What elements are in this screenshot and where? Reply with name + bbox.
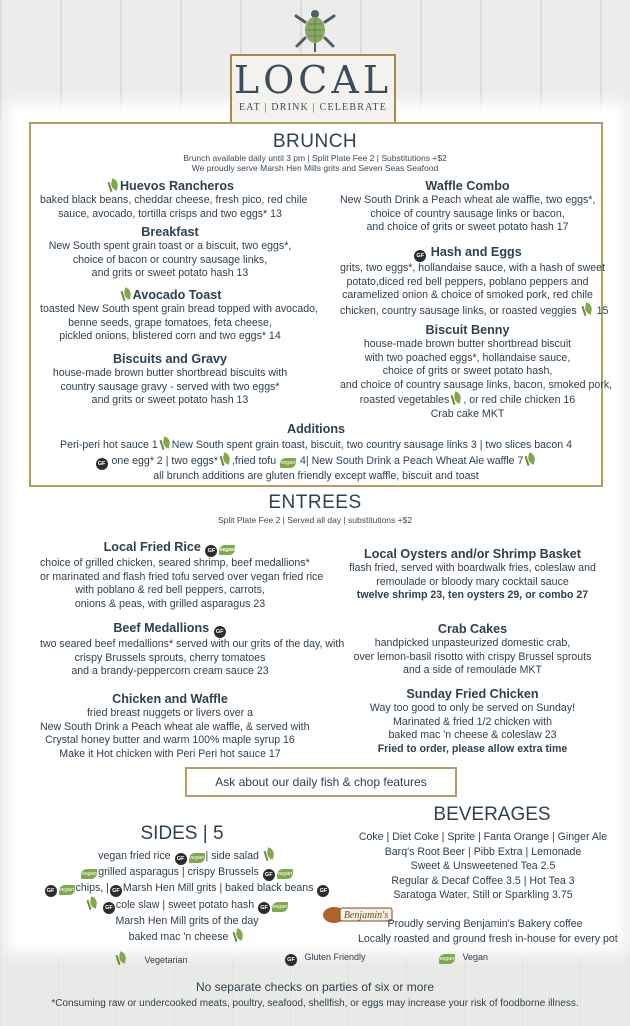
gluten-friendly-icon: GF (285, 954, 297, 966)
beverage-line: Barq's Root Beer | Pibb Extra | Lemonade (384, 845, 582, 858)
item-desc: Marinated & fried 1/2 chicken with (393, 715, 552, 728)
item-desc: and a brandy-peppercorn cream sauce 23 (71, 665, 269, 677)
item-title: Additions (286, 422, 346, 436)
item-desc: New South Drink a Peach wheat ale waffle, & served with (40, 720, 310, 733)
item-title: Huevos Rancheros (119, 179, 235, 193)
item-desc: over lemon-basil risotto with crispy Brussel sprouts (353, 650, 592, 663)
legend-label: Gluten Friendly (304, 952, 366, 962)
item-desc: New South spent grain toast or a biscuit, two eggs*, (48, 240, 292, 252)
gluten-friendly-icon: GF (414, 250, 426, 262)
brunch-title: BRUNCH (272, 131, 358, 152)
item-desc: with two poached eggs*, hollandaise sauce, (364, 351, 571, 364)
gluten-friendly-icon: GF (110, 885, 122, 897)
legend-label: Vegetarian (144, 955, 188, 965)
addition-text: New South spent grain toast, biscuit, two country sausage links 3 | two slices bacon 4 (171, 439, 572, 451)
side-item: Marsh Hen Mill grits of the day (115, 915, 259, 927)
vegetarian-icon (160, 437, 170, 450)
menu-item-huevos (40, 178, 308, 221)
vegan-icon: vegan (59, 887, 75, 893)
brunch-additions (40, 421, 592, 483)
menu-item-oysters-shrimp (345, 546, 600, 603)
logo-area (0, 6, 630, 56)
item-desc: Way too good to only be served on Sunday! (369, 702, 576, 714)
footer-checks-note: No separate checks on parties of six or more (195, 980, 435, 994)
item-title: Crab Cakes (437, 622, 508, 636)
item-desc: and choice of grits or sweet potato hash 17 (366, 221, 569, 233)
vegetarian-icon (87, 897, 97, 910)
side-item: vegan fried rice (98, 850, 171, 862)
item-desc: pickled onions, blistered corn and two eggs* 14 (59, 330, 281, 342)
item-desc: and grits or sweet potato hash 13 (91, 267, 249, 279)
gluten-friendly-icon: GF (45, 885, 57, 897)
item-title: Biscuits and Gravy (112, 352, 228, 366)
gluten-friendly-icon: GF (175, 853, 187, 865)
vegetarian-icon (220, 453, 230, 466)
side-item: cole slaw | sweet potato hash (115, 899, 255, 911)
item-desc: or marinated and flash fried tofu served over vegan fried rice (40, 570, 324, 583)
logo-box (230, 54, 396, 124)
logo-word: LOCAL (233, 58, 393, 102)
item-desc: Make it Hot chicken with Peri Peri hot sauce 17 (59, 747, 281, 760)
vegan-icon: vegan (189, 855, 205, 861)
menu-item-waffle-combo (340, 178, 595, 235)
bakery-note (358, 917, 618, 946)
item-desc: toasted New South spent grain bread topped with avocado, (40, 303, 318, 315)
item-desc: crispy Brussels sprouts, cherry tomatoes (74, 651, 266, 664)
beverages-list (358, 830, 608, 903)
entrees-title: ENTREES (268, 492, 362, 513)
item-title: Avocado Toast (132, 288, 222, 302)
bakery-logo-text: Benjamin's (343, 910, 389, 921)
menu-item-hash-eggs (340, 244, 609, 318)
item-title: Local Fried Rice (103, 540, 201, 554)
item-desc: , or red chile chicken 16 (463, 394, 576, 406)
item-desc: and a side of remoulade MKT (403, 664, 542, 676)
item-desc: remoulade or bloody mary cocktail sauce (376, 575, 569, 588)
beverages-title: BEVERAGES (433, 804, 551, 825)
brunch-note-2: We proudly serve Marsh Hen Mills grits and Seven Seas Seafood (191, 163, 439, 173)
item-desc: house-made brown butter shortbread biscuits with (52, 367, 288, 379)
item-title: Hash and Eggs (430, 245, 522, 259)
item-desc: baked black beans, cheddar cheese, fresh pico, red chile (40, 194, 308, 206)
beverage-line: Saratoga Water, Still or Sparkling 3.75 (393, 889, 573, 901)
item-desc: New South Drink a Peach wheat ale waffle, two eggs*, (340, 194, 596, 206)
item-desc: fried breast nuggets or livers over a (86, 707, 254, 719)
vegetarian-icon (525, 453, 535, 466)
beverage-line: Regular & Decaf Coffee 3.5 | Hot Tea 3 (391, 874, 575, 887)
legend-vegetarian (114, 952, 188, 965)
item-title: Waffle Combo (425, 179, 510, 193)
bakery-line: Locally roasted and ground fresh in-house for every pot (358, 932, 618, 945)
logo-tagline: EAT | DRINK | CELEBRATE (238, 102, 388, 113)
item-desc: baked mac 'n cheese & coleslaw 23 (388, 729, 557, 741)
beverage-line: Sweet & Unsweetened Tea 2.5 (410, 860, 556, 872)
menu-item-beef-medallions (40, 620, 345, 679)
item-title: Sunday Fried Chicken (406, 687, 539, 701)
item-desc: choice of bacon or country sausage links, (72, 253, 268, 266)
addition-text: ,fried tofu (231, 454, 277, 467)
item-desc: choice of grilled chicken, seared shrimp, beef medallions* (40, 557, 310, 569)
vegan-icon: vegan (272, 904, 288, 910)
item-desc: Crystal honey butter and warm 100% maple syrup 16 (45, 734, 295, 746)
brunch-note-1: Brunch available daily until 3 pm | Split Plate Fee 2 | Substitutions +$2 (183, 153, 447, 163)
menu-item-fried-rice (40, 539, 324, 611)
legend-gluten-friendly (284, 952, 366, 966)
item-desc: caramelized onion & choice of smoked pork, red chile (342, 289, 593, 301)
side-item: chips, | (75, 882, 109, 894)
item-desc: with poblano & red bell peppers, carrots, (75, 584, 265, 596)
menu-item-sunday-chicken (345, 686, 600, 756)
gluten-friendly-icon: GF (258, 902, 270, 914)
vegetarian-icon (451, 392, 461, 405)
item-title: Breakfast (141, 225, 199, 239)
bakery-line: Proudly serving Benjamin's Bakery coffee (387, 918, 583, 930)
side-item: grilled asparagus | crispy Brussels (98, 866, 259, 878)
addition-text: one egg* 2 | two eggs* (111, 454, 218, 467)
item-desc: and choice of country sausage links, bacon, smoked pork, (340, 378, 613, 391)
sides-title: SIDES | 5 (140, 823, 224, 844)
item-desc: potato,diced red bell peppers, poblano peppers and (346, 275, 589, 288)
vegetarian-icon (264, 848, 274, 861)
vegan-icon: vegan (219, 547, 236, 553)
item-desc: grits, two eggs*, hollandaise sauce, with a hash of sweet (340, 262, 605, 274)
gluten-friendly-icon: GF (317, 885, 329, 897)
addition-text: 4| New South Drink a Peach Wheat Ale waffle 7 (300, 454, 524, 467)
item-desc: Crab cake MKT (430, 407, 505, 420)
vegetarian-icon (108, 179, 118, 192)
item-price: 15 (596, 304, 609, 317)
side-item: | side salad (205, 850, 259, 862)
vegetarian-icon (116, 952, 126, 965)
gluten-friendly-icon: GF (103, 902, 115, 914)
entrees-note: Split Plate Fee 2 | Served all day | substitutions +$2 (217, 515, 413, 525)
item-title: Beef Medallions (113, 621, 210, 635)
beverage-line: Coke | Diet Coke | Sprite | Fanta Orange | Ginger Ale (358, 831, 608, 843)
legend-vegan (438, 952, 488, 964)
vegetarian-icon (233, 929, 243, 942)
addition-text: Peri-peri hot sauce 1 (60, 439, 158, 451)
vegetarian-icon (582, 303, 592, 316)
addition-text: all brunch additions are gluten friendly except waffle, biscuit and toast (153, 469, 479, 482)
item-desc: roasted vegetables (359, 394, 450, 406)
item-desc: benne seeds, grape tomatoes, feta cheese, (68, 316, 272, 329)
menu-item-biscuits-gravy (40, 351, 300, 408)
menu-item-breakfast (40, 224, 300, 281)
vegetarian-icon (121, 288, 131, 301)
item-desc: sauce, avocado, tortilla crisps and two eggs* 13 (58, 207, 282, 220)
item-title: Local Oysters and/or Shrimp Basket (364, 547, 581, 561)
menu-item-chicken-waffle (40, 691, 310, 761)
item-desc: chicken, country sausage links, or roasted veggies (340, 304, 577, 317)
item-desc: two seared beef medallions* served with our grits of the day, with (40, 638, 345, 650)
gluten-friendly-icon: GF (96, 458, 108, 470)
item-title: Chicken and Waffle (112, 692, 228, 706)
side-item: Marsh Hen Mill grits | baked black beans (122, 882, 314, 894)
legend-label: Vegan (462, 952, 489, 962)
item-desc: and grits or sweet potato hash 13 (91, 394, 249, 406)
item-desc: country sausage gravy - served with two eggs* (60, 380, 280, 393)
menu-item-crab-cakes (345, 621, 600, 678)
item-title: Biscuit Benny (425, 323, 510, 337)
item-desc: handpicked unpasteurized domestic crab, (374, 637, 571, 649)
gluten-friendly-icon: GF (205, 545, 217, 557)
sides-list (40, 848, 334, 944)
menu-item-biscuit-benny (340, 322, 613, 421)
footer-consumer-advisory: *Consuming raw or undercooked meats, poultry, seafood, shellfish, or eggs may increase your risk of foodborne illness. (51, 998, 579, 1009)
item-desc: onions & peas, with grilled asparagus 23 (74, 597, 266, 610)
item-desc: choice of country sausage links or bacon, (370, 207, 565, 220)
item-desc: choice of grits or sweet potato hash, (382, 365, 553, 377)
turtle-hop-icon (292, 6, 338, 56)
menu-item-avocado-toast (40, 287, 318, 344)
side-item: baked mac 'n cheese (128, 930, 229, 943)
item-desc: house-made brown butter shortbread biscuit (363, 338, 572, 350)
item-note: Fried to order, please allow extra time (377, 742, 568, 755)
vegan-icon: vegan (280, 459, 296, 466)
item-price: twelve shrimp 23, ten oysters 29, or combo 27 (356, 589, 589, 601)
vegan-icon: vegan (277, 871, 293, 877)
item-desc: flash fried, served with boardwalk fries, coleslaw and (349, 562, 596, 574)
gluten-friendly-icon: GF (263, 869, 275, 881)
vegan-icon: vegan (81, 871, 97, 877)
gluten-friendly-icon: GF (214, 626, 226, 638)
vegan-icon: vegan (439, 956, 455, 962)
daily-features-box: Ask about our daily fish & chop features (185, 767, 457, 797)
